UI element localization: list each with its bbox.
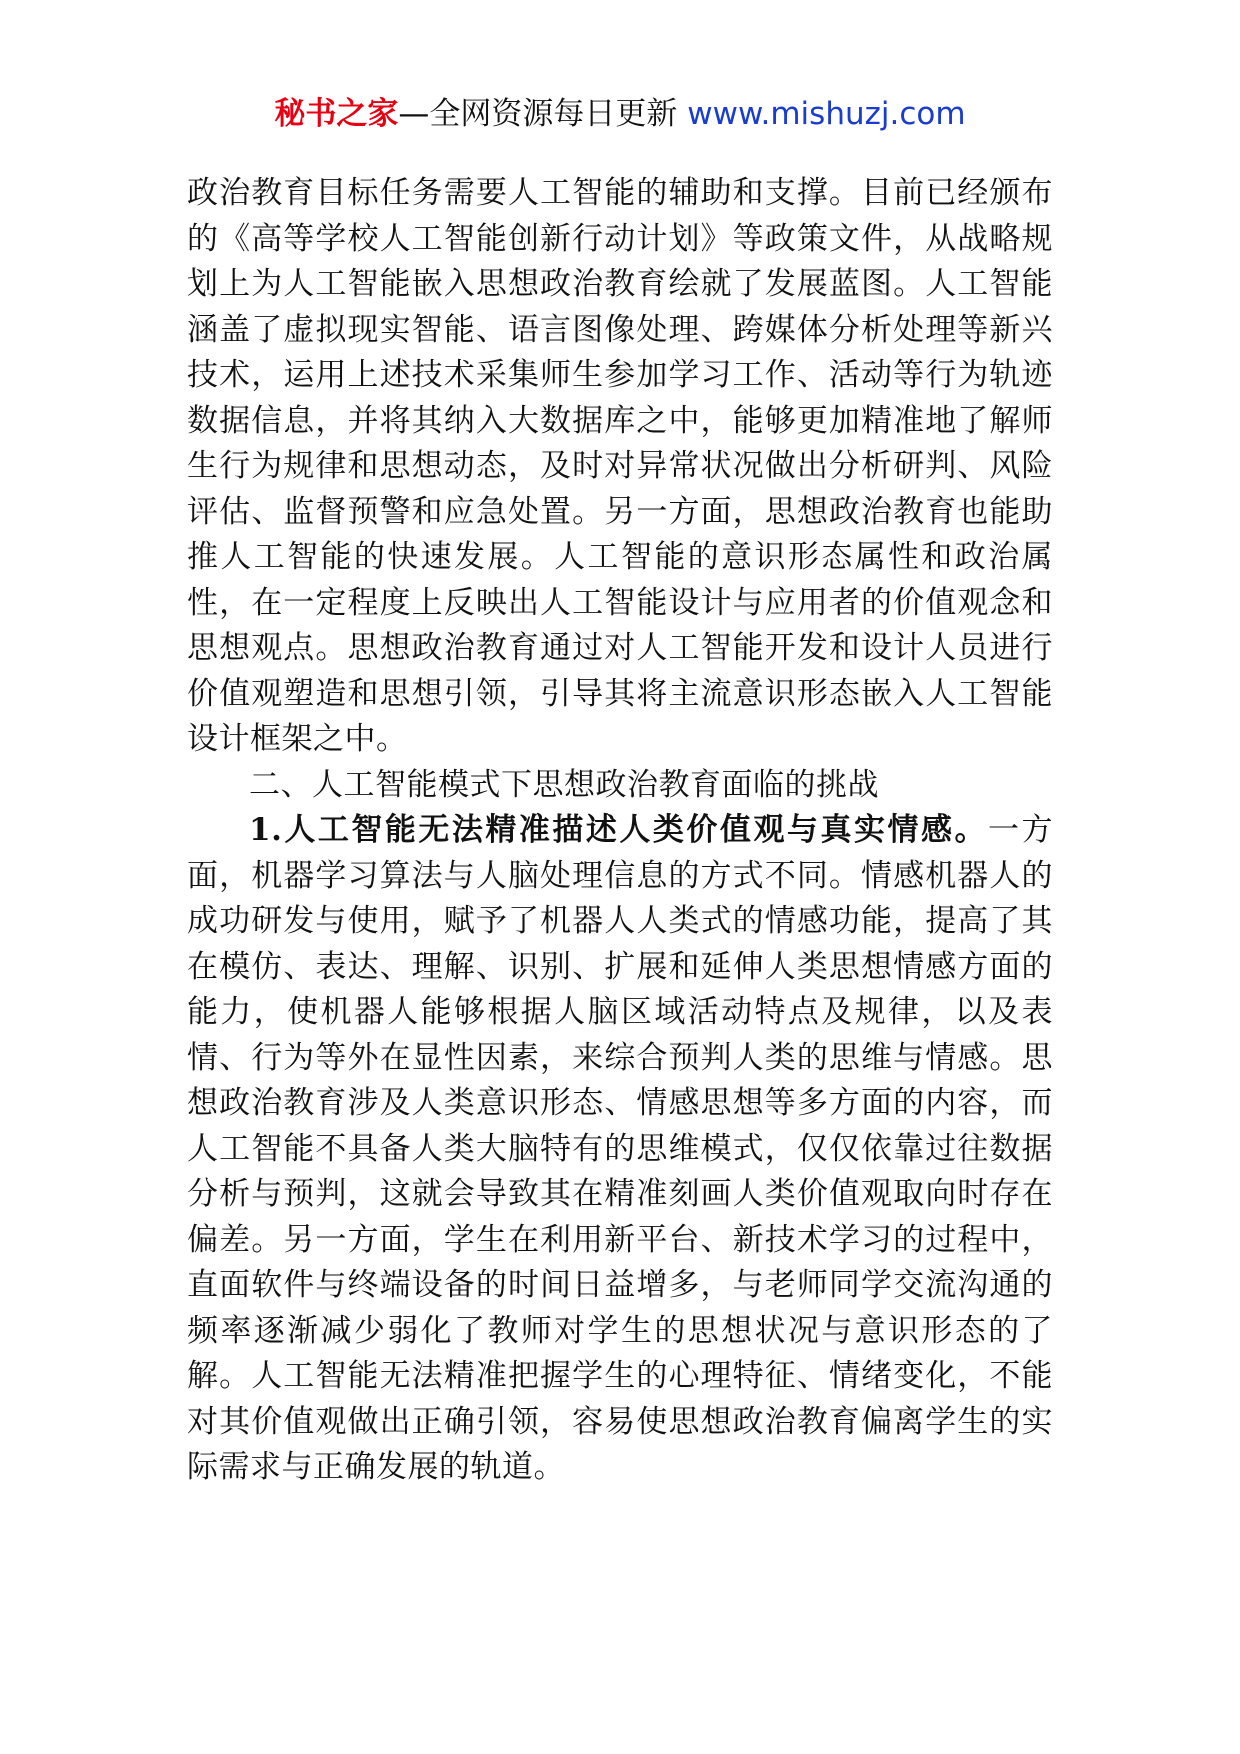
- section-heading: 二、人工智能模式下思想政治教育面临的挑战: [249, 766, 879, 803]
- point-title: 1.人工智能无法精准描述人类价值观与真实情感。: [249, 812, 988, 848]
- paragraph-continued: 政治教育目标任务需要人工智能的辅助和支撑。目前已经颁布的《高等学校人工智能创新行动计划》等政策文件，从战略规划上为人工智能嵌入思想政治教育绘就了发展蓝图。人工智能涵盖了虚拟现实智能、语言图像处理、跨媒体分析处理等新兴技术，运用上述技术采集师生参加学习工作、活动等行为轨迹数据信息，并将其纳入大数据库之中，能够更加精准地了解师生行为规律和思想动态，及时对异常状况做出分析研判、风险评估、监督预警和应急处置。另一方面，思想政治教育也能助推人工智能的快速发展。人工智能的意识形态属性和政治属性，在一定程度上反映出人工智能设计与应用者的价值观念和思想观点。思想政治教育通过对人工智能开发和设计人员进行价值观塑造和思想引领，引导其将主流意识形态嵌入人工智能设计框架之中。: [187, 175, 1053, 757]
- point-paragraph: [187, 808, 1053, 1491]
- site-tagline: —全网资源每日更新: [398, 96, 688, 132]
- document-body: [187, 171, 1053, 1491]
- site-url-link[interactable]: www.mishuzj.com: [687, 96, 966, 132]
- site-brand: 秘书之家: [274, 96, 399, 132]
- site-header: [0, 94, 1240, 134]
- point-body: 一方面，机器学习算法与人脑处理信息的方式不同。情感机器人的成功研发与使用，赋予了机器人人类式的情感功能，提高了其在模仿、表达、理解、识别、扩展和延伸人类思想情感方面的能力，使机器人能够根据人脑区域活动特点及规律，以及表情、行为等外在显性因素，来综合预判人类的思维与情感。思想政治教育涉及人类意识形态、情感思想等多方面的内容，而人工智能不具备人类大脑特有的思维模式，仅仅依靠过往数据分析与预判，这就会导致其在精准刻画人类价值观取向时存在偏差。另一方面，学生在利用新平台、新技术学习的过程中，直面软件与终端设备的时间日益增多，与老师同学交流沟通的频率逐渐减少弱化了教师对学生的思想状况与意识形态的了解。人工智能无法精准把握学生的心理特征、情绪变化，不能对其价值观做出正确引领，容易使思想政治教育偏离学生的实际需求与正确发展的轨道。: [187, 812, 1053, 1485]
